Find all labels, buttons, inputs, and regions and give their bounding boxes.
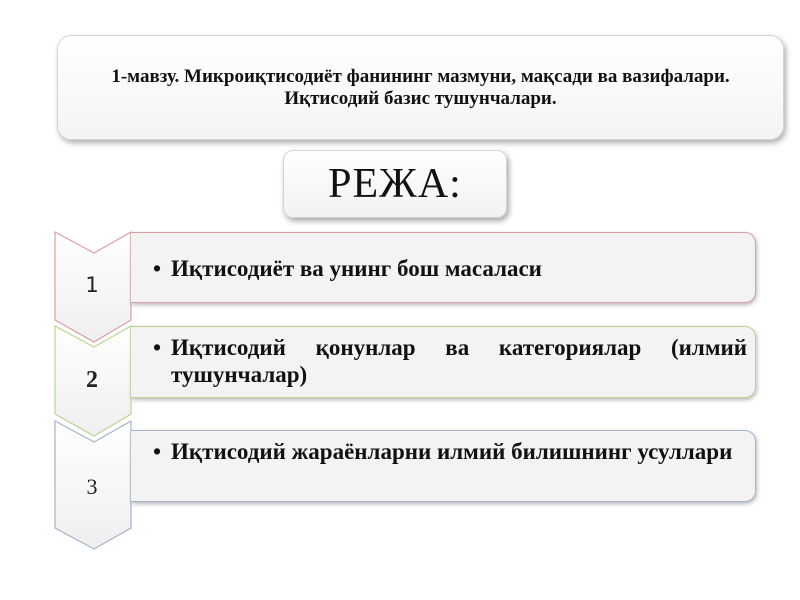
- plan-item-2: [131, 326, 756, 398]
- plan-item-3: [131, 430, 756, 502]
- plan-item-text: Иқтисодий жараёнларни илмий билишнинг усуллари: [171, 439, 733, 464]
- step-number-1: 1: [85, 273, 99, 297]
- plan-item-1: [131, 232, 756, 303]
- slide-title: 1-мавзу. Микроиқтисодиёт фанининг мазмуни, мақсади ва вазифалари. Иқтисодий базис тушунчалари.: [111, 65, 730, 109]
- bullet-icon: •: [153, 335, 162, 360]
- bullet-icon: •: [153, 256, 162, 281]
- bullet-icon: •: [153, 439, 162, 464]
- plan-item-text: Иқтисодий қонунлар ва категориялар (илмий тушунчалар): [171, 335, 747, 387]
- plan-item-text: Иқтисодиёт ва унинг бош масаласи: [171, 256, 542, 281]
- plan-heading: РЕЖА:: [328, 161, 462, 207]
- step-number-2: 2: [86, 367, 98, 393]
- step-number-3: 3: [86, 474, 98, 499]
